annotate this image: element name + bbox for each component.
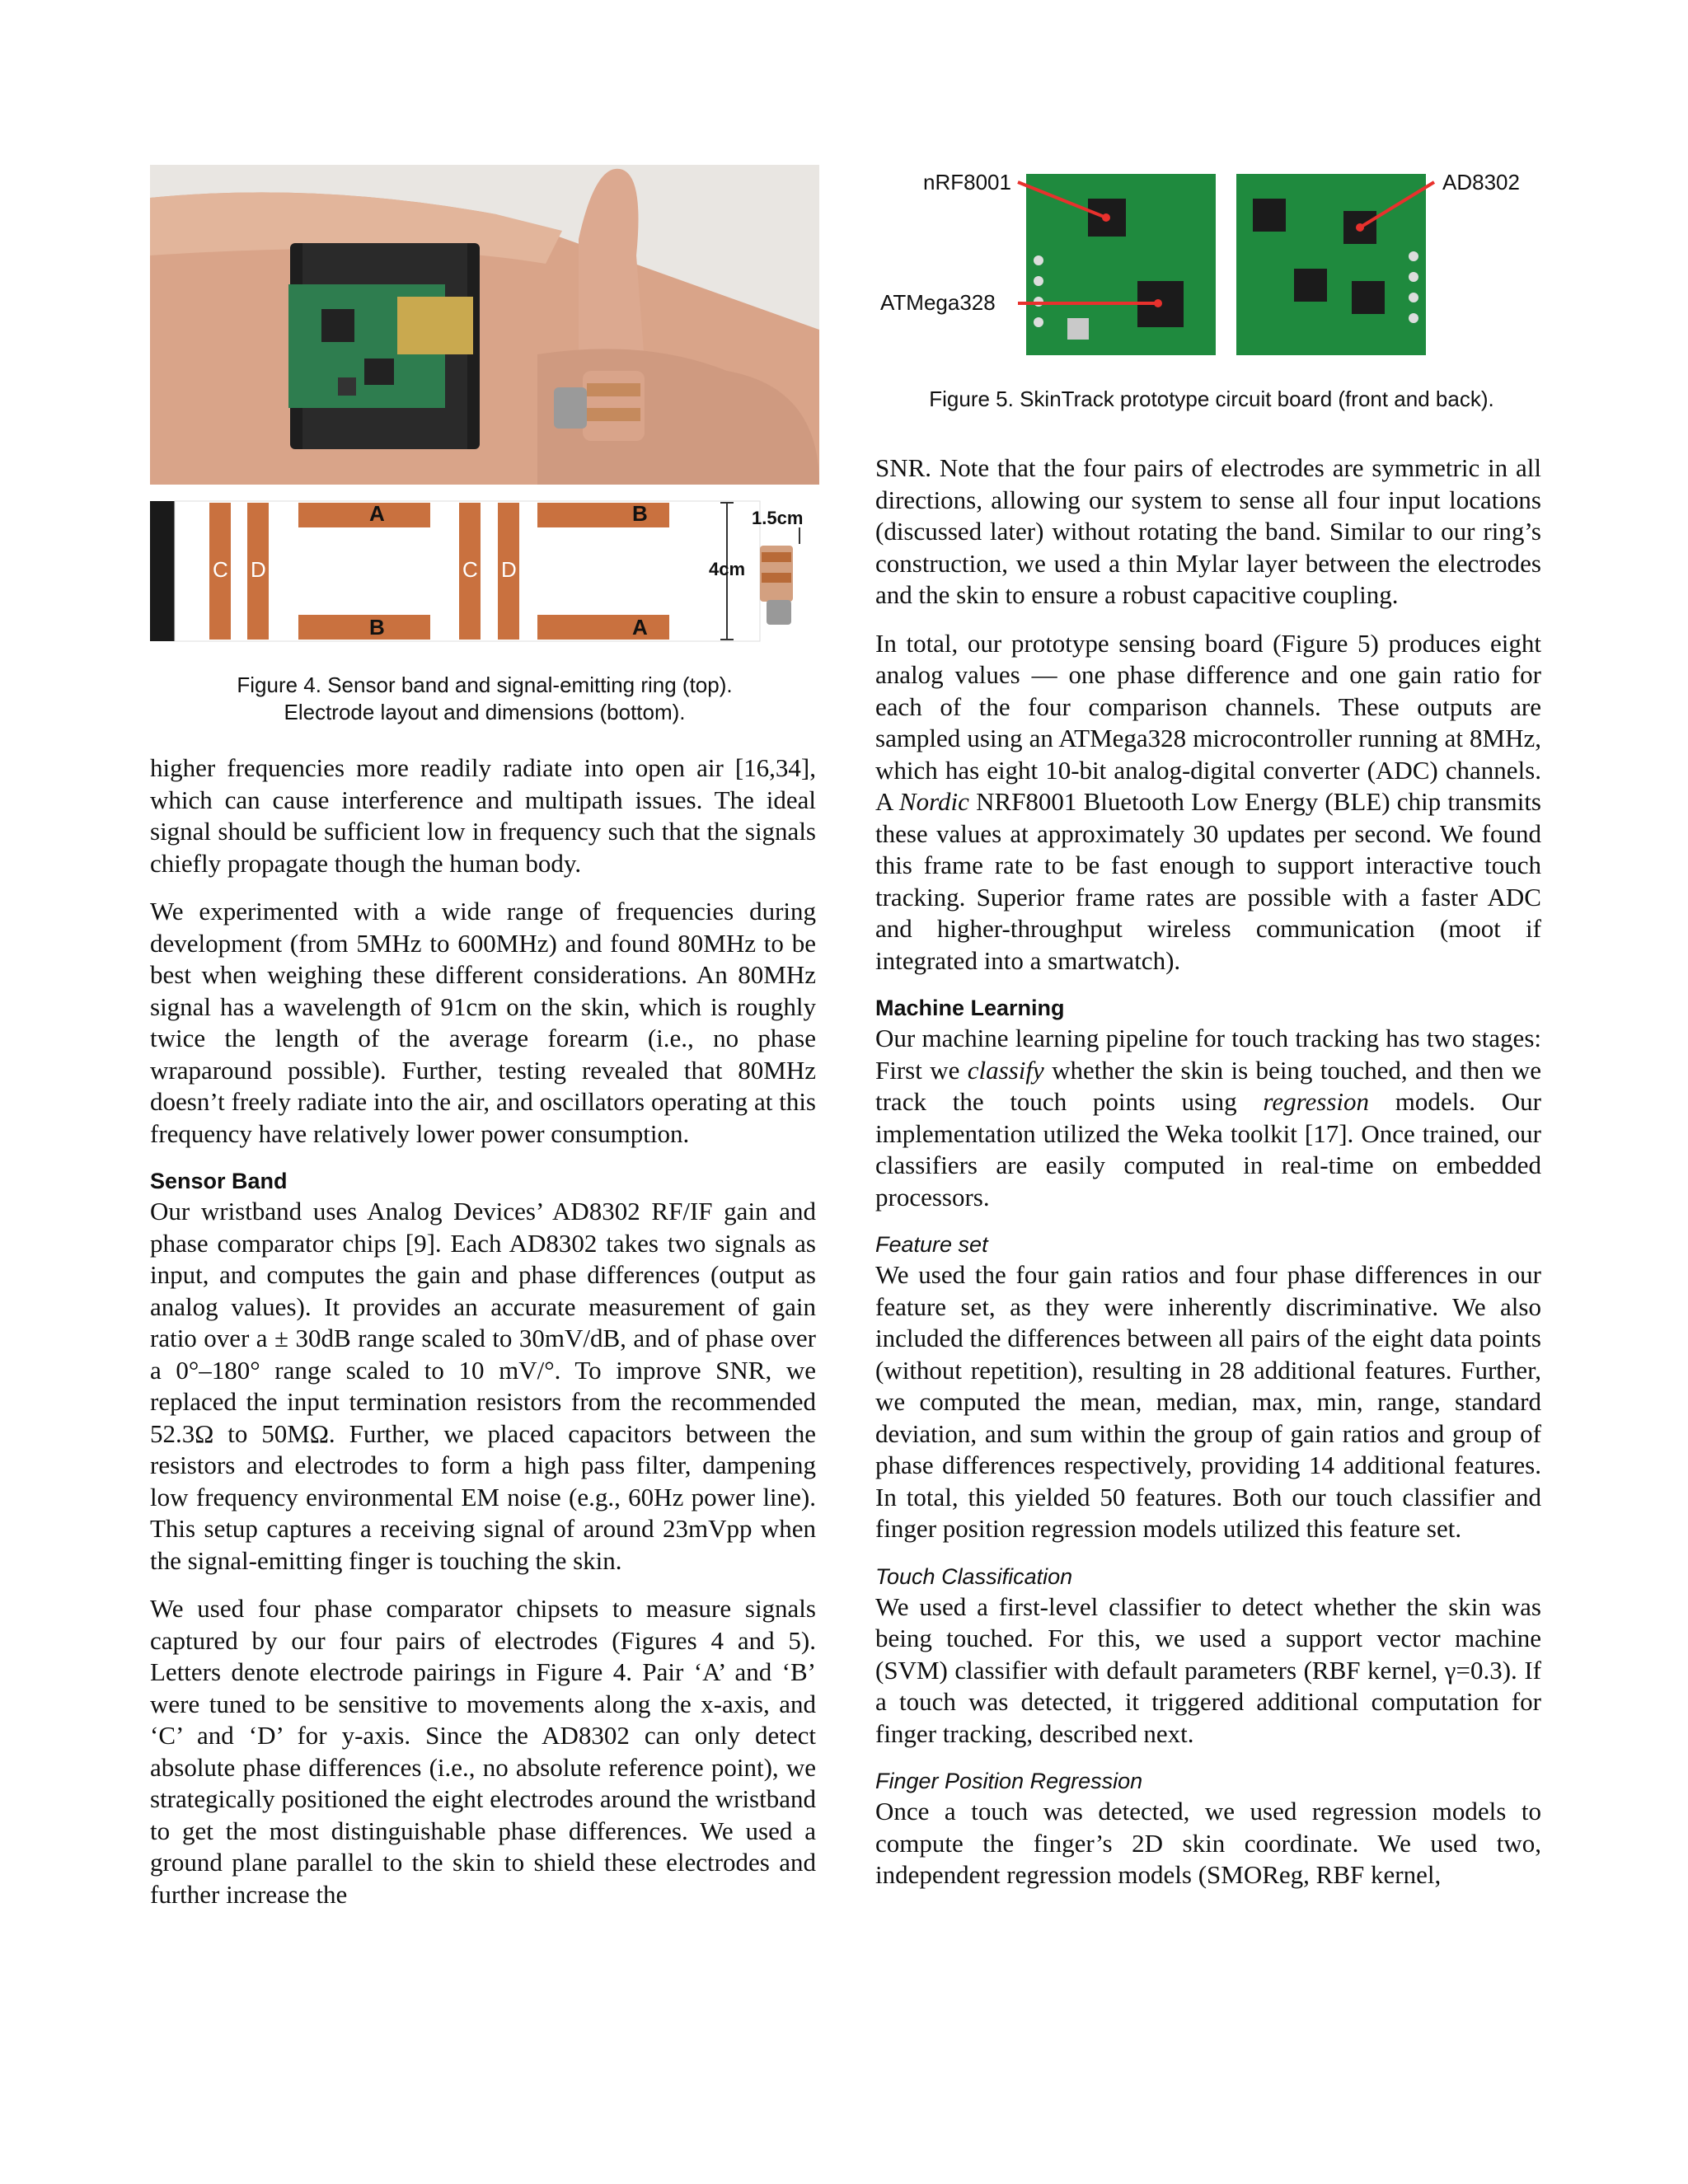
atmega328-label: ATMega328 (880, 290, 996, 315)
subsection-heading-touch-classification: Touch Classification (875, 1563, 1073, 1589)
dimension-height-label: 4cm (709, 559, 746, 579)
right-paragraph-3-part-a: Our machine learning pipeline for touch tracking has two stages: First we (875, 1024, 1541, 1085)
right-paragraph-5: We used a first-level classifier to detect whether the skin was being touched. For this, we used a support vector machine (SVM) classifier with default parameters (RBF kernel, γ=0.3). If a touch was detected, it triggered additional computation for finger tracking, described next. (875, 1591, 1541, 1748)
section-heading-sensor-band: Sensor Band (150, 1169, 288, 1193)
figure4-photo (150, 165, 819, 485)
left-column (150, 752, 816, 1927)
figure4-electrode-layout (150, 494, 819, 647)
figure4-caption (150, 672, 819, 726)
electrode-label-c1: C (213, 557, 228, 582)
right-paragraph-3-part-b: whether the skin is being touched, and then we track the touch points using (875, 1055, 1542, 1116)
figure5-caption: Figure 5. SkinTrack prototype circuit board (front and back). (929, 387, 1494, 411)
right-paragraph-6: Once a touch was detected, we used regression models to compute the finger’s 2D skin coordinate. We used two, independent regression models (SMOReg, RBF kernel, (875, 1797, 1541, 1889)
electrode-label-d1: D (251, 557, 266, 582)
figure4-caption-line2: Electrode layout and dimensions (bottom). (284, 700, 686, 724)
right-paragraph-3 (875, 1023, 1541, 1213)
ad8302-label: AD8302 (1442, 170, 1520, 194)
electrode-label-top-b: B (632, 501, 648, 526)
right-paragraph-2-part-b: NRF8001 Bluetooth Low Energy (BLE) chip transmits these values at approximately 30 updates per second. We found this frame rate to be fast enough to support interactive touch tracking. Superior frame rates are possible with a faster ADC and higher-throughput wireless communication (moot if integrated into a smartwatch). (875, 787, 1541, 975)
left-paragraph-3: Our wristband uses Analog Devices’ AD8302 RF/IF gain and phase comparator chips [9]. Each AD8302 takes two signals as input, and computes the gain and phase differences (output as analog values). It provides an accurate measurement of gain ratio over a ± 30dB range scaled to 30mV/dB, and of phase over a 0°–180° range scaled to 10 mV/°. To improve SNR, we replaced the input termination resistors from the recommended 52.3Ω to 50MΩ. Further, we placed capacitors between the resistors and electrodes to form a high pass filter, dampening low frequency environmental EM noise (e.g., 60Hz power line). This setup captures a receiving signal of around 23mVpp when the signal-emitting finger is touching the skin. (150, 1197, 816, 1575)
dimension-width-label: 1.5cm (752, 508, 804, 528)
left-paragraph-1: higher frequencies more readily radiate into open air [16,34], which can cause interference and multipath issues. The ideal signal should be sufficient low in frequency such that the signals chiefly propagate though the human body. (150, 753, 816, 878)
wrist-band-photo (150, 165, 819, 485)
electrode-label-d2: D (501, 557, 517, 582)
electrode-label-top-a: A (369, 501, 385, 526)
electrode-label-bottom-b: B (369, 615, 385, 640)
right-paragraph-4: We used the four gain ratios and four phase differences in our feature set, as they were inherently discriminative. We also included the differences between all pairs of the eight data points (without repetition), resulting in 28 additional features. Further, we computed the mean, median, max, min, range, standard deviation, and sum within the group of gain ratios and group of phase differences respectively, providing 14 additional features. In total, this yielded 50 features. Both our touch classifier and finger position regression models utilized this feature set. (875, 1260, 1541, 1543)
subsection-heading-feature-set: Feature set (875, 1232, 988, 1257)
figure5-circuit-boards (874, 162, 1550, 368)
section-heading-machine-learning: Machine Learning (875, 996, 1065, 1020)
electrode-label-bottom-a: A (632, 615, 648, 640)
right-paragraph-2-part-a: In total, our prototype sensing board (Figure 5) produces eight analog values — one phase difference and one gain ratio for each of the four comparison channels. These outputs are sampled using an ATMega328 microcontroller running at 8MHz, which has eight 10-bit analog-digital converter (ADC) channels. A (875, 628, 1541, 816)
right-paragraph-2 (875, 628, 1541, 977)
left-paragraph-2: We experimented with a wide range of frequencies during development (from 5MHz to 600MHz) and found 80MHz to be best when weighing these different considerations. An 80MHz signal has a wavelength of 91cm on the skin, which is roughly twice the length of the average forearm (i.e., no phase wraparound possible). Further, testing revealed that 80MHz doesn’t freely radiate into the air, and oscillators operating at this frequency have relatively lower power consumption. (150, 897, 816, 1148)
right-paragraph-3-part-c: models. Our implementation utilized the Weka toolkit [17]. Once trained, our classifiers are easily computed in real-time on embedded processors. (875, 1087, 1542, 1212)
regression-emphasis: regression (1263, 1087, 1369, 1116)
electrode-label-c2: C (462, 557, 478, 582)
nrf8001-label: nRF8001 (923, 170, 1011, 194)
subsection-heading-finger-position-regression: Finger Position Regression (875, 1769, 1143, 1793)
right-paragraph-1: SNR. Note that the four pairs of electrodes are symmetric in all directions, allowing our system to sense all four input locations (discussed later) without rotating the band. Similar to our ring’s construction, we used a thin Mylar layer between the electrodes and the skin to ensure a robust capacitive coupling. (875, 453, 1541, 609)
nordic-emphasis: Nordic (898, 787, 969, 816)
classify-emphasis: classify (967, 1055, 1044, 1085)
left-paragraph-4: We used four phase comparator chipsets to measure signals captured by our four pairs of electrodes (Figures 4 and 5). Letters denote electrode pairings in Figure 4. Pair ‘A’ and ‘B’ were tuned to be sensitive to movements along the x-axis, and ‘C’ and ‘D’ for y-axis. Since the AD8302 can only detect absolute phase differences (i.e., no absolute reference point), we strategically positioned the eight electrodes around the wristband to get the most distinguishable phase differences. We used a ground plane parallel to the skin to shield these electrodes and further increase the (150, 1594, 816, 1909)
figure4-caption-line1: Figure 4. Sensor band and signal-emitting ring (top). (237, 673, 733, 697)
right-column (875, 452, 1541, 1908)
